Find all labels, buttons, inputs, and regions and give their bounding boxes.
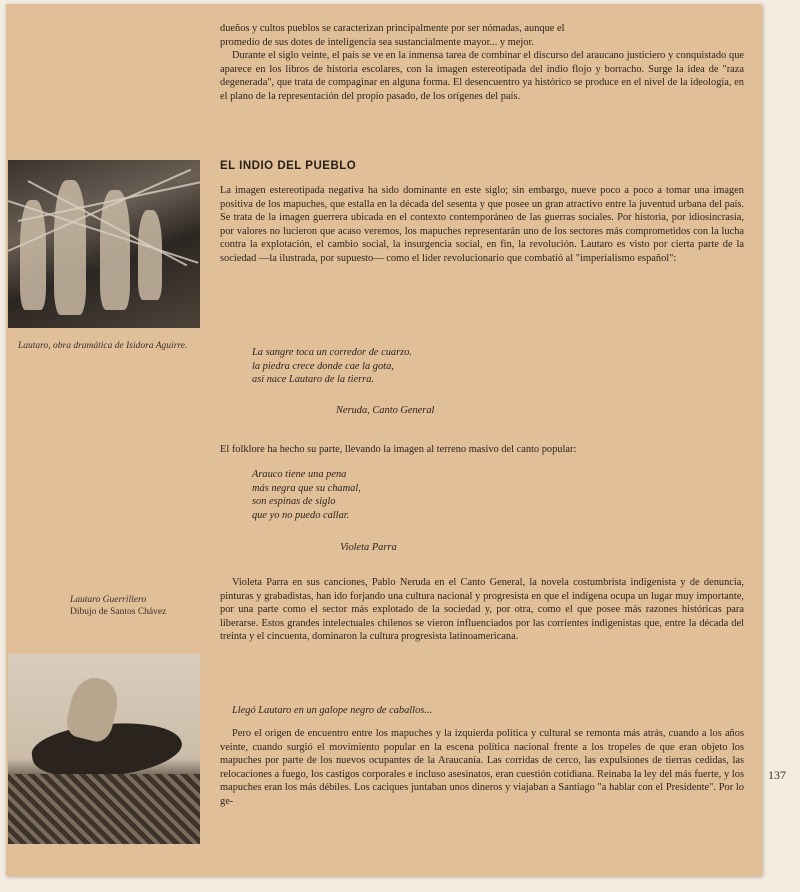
- drawing-caption-title: Lautaro Guerrillero: [70, 595, 147, 605]
- intro-line: dueños y cultos pueblos se caracterizan principalmente por ser nómadas, aunque el: [220, 23, 565, 34]
- section-heading: EL INDIO DEL PUEBLO: [220, 160, 357, 172]
- theatre-photo: [8, 160, 200, 328]
- folklore-line: El folklore ha hecho su parte, llevando la imagen al terreno masivo del canto popular:: [220, 444, 577, 455]
- quote-line: Llegó Lautaro en un galope negro de caballos...: [232, 705, 433, 716]
- intro-text: [220, 22, 744, 104]
- verse-author: Neruda, Canto General: [336, 405, 435, 416]
- drawing-caption: [70, 594, 200, 618]
- intro-line: promedio de sus dotes de inteligencia sea sustancialmente mayor... y mejor.: [220, 36, 534, 48]
- intro-paragraph: Durante el siglo veinte, el país se ve en la inmensa tarea de combinar el discurso del araucano justiciero y conquistado que aparece en los libros de historia escolares, con la imagen estereotipada del indio flojo y borracho. Surge la idea de "raza degenerada", que trata de compaginar en alguna forma. El desencuentro ya histórico se produce en el nivel de la ideología, en el plano de la representación del propio pasado, de los orígenes del país.: [220, 50, 744, 102]
- section2-paragraph2: Pero el origen de encuentro entre los mapuches y la izquierda política y cultural se remonta más atrás, cuando a los años veinte, cuando surgió el movimiento popular en la escena política nacional frente a los tropeles de que eran objeto los mapuches por parte de los nuevos ocupantes de la Araucanía. Las corridas de cerco, las expulsiones de tierras cedidas, las relocaciones a fuego, los castigos corporales e incluso asesinatos, eran cuestión cotidiana. Reinaba la ley del más fuerte, y los mapuches eran los más débiles. Los caciques juntaban unos dineros y viajaban a Santiago "a hablar con el Presidente". Por lo ge-: [220, 728, 744, 807]
- page-number: 137: [768, 768, 786, 782]
- section2-paragraph: Violeta Parra en sus canciones, Pablo Neruda en el Canto General, la novela costumbrista indigenista y de denuncia, pinturas y grabadistas, han ido forjando una cultura nacional y progresista en que el indígena ocupa un lugar muy importante, por una parte como el sector más explotado de la sociedad y, por otra, como el que posee más razones históricas para liberarse. Estos grandes intelectuales chilenos se vieron influenciados por las corrientes indigenistas que, entre la década del treinta y el cincuenta, dominaron la cultura progresista latinoamericana.: [220, 577, 744, 643]
- photo-caption: Lautaro, obra dramática de Isidora Aguirre.: [18, 341, 188, 351]
- horse-rider-drawing: [8, 654, 200, 844]
- verse-parra: Arauco tiene una pena más negra que su chamal, son espinas de siglo que yo no puedo callar.: [252, 469, 361, 521]
- verse-neruda: La sangre toca un corredor de cuarzo. la piedra crece donde cae la gota, así nace Lautaro de la tierra.: [252, 347, 412, 386]
- verse-author: Violeta Parra: [340, 542, 397, 553]
- section-paragraph: La imagen estereotipada negativa ha sido dominante en este siglo; sin embargo, nueve poco a poco a tomar una imagen positiva de los mapuches, que estalla en la década del sesenta y que posee un gran atractivo entre la juventud urbana del país. Se trata de la imagen guerrera ubicada en el contexto contemporáneo de las guerras sociales. Por historia, por idiosincrasia, por valores no lucieron que acaso veremos, los mapuches representarán uno de los sectores más comprometidos con la lucha contra la explotación, el cambio social, la insurgencia social, en fin, la revolución. Lautaro es visto por cierta parte de la sociedad —la ilustrada, por supuesto— como el líder revolucionario que combatió al "imperialismo español":: [220, 185, 744, 264]
- drawing-caption-credit: Dibujo de Santos Chávez: [70, 607, 167, 617]
